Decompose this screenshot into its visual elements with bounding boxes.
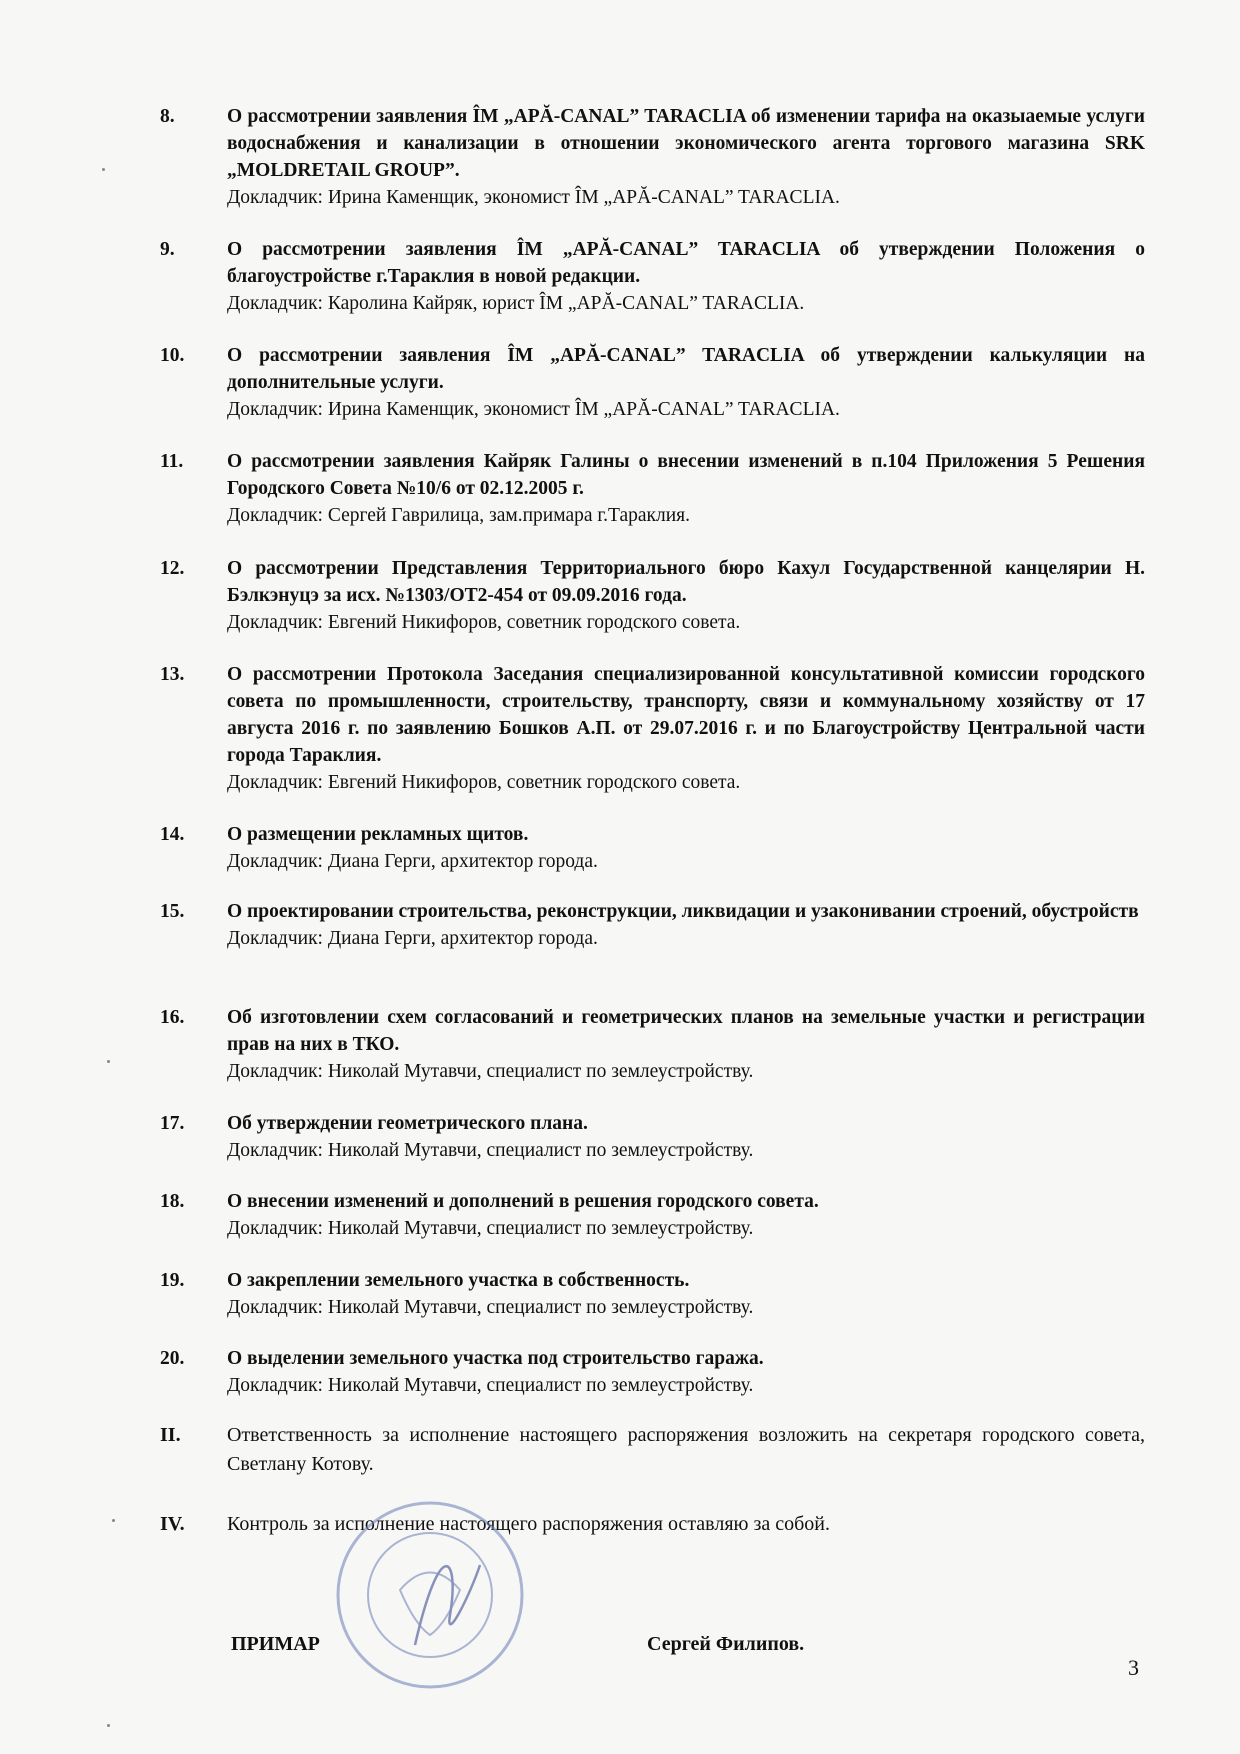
- scan-speck: [112, 1519, 115, 1522]
- section-responsibility: [160, 1421, 1145, 1479]
- page-number: 3: [1128, 1655, 1139, 1680]
- item-number: 15.: [160, 901, 185, 922]
- item-number: 12.: [160, 558, 185, 579]
- item-number: 20.: [160, 1348, 185, 1369]
- official-stamp-icon: [330, 1495, 530, 1695]
- item-reporter: Докладчик: Сергей Гаврилица, зам.примара г.Тараклия.: [227, 505, 691, 526]
- item-reporter: Докладчик: Николай Мутавчи, специалист по землеустройству.: [227, 1140, 754, 1161]
- agenda-item: [160, 103, 1145, 211]
- item-number: 16.: [160, 1007, 185, 1028]
- item-title: О рассмотрении заявления ÎM „APĂ-CANAL” TARACLIA об утверждении Положения о благоустройстве г.Тараклия в новой редакции.: [227, 239, 1145, 287]
- item-reporter: Докладчик: Ирина Каменщик, экономист ÎM „APĂ-CANAL” TARACLIA.: [227, 399, 840, 420]
- agenda-item: [160, 1345, 1145, 1399]
- item-number: 10.: [160, 345, 185, 366]
- item-number: 19.: [160, 1270, 185, 1291]
- item-title: Об изготовлении схем согласований и геометрических планов на земельные участки и регистрации прав на них в ТКО.: [227, 1007, 1145, 1055]
- item-title: О рассмотрении заявления Кайряк Галины о внесении изменений в п.104 Приложения 5 Решения Городского Совета №10/6 от 02.12.2005 г.: [227, 451, 1145, 499]
- item-title: О рассмотрении заявления ÎM „APĂ-CANAL” TARACLIA об изменении тарифа на оказыаемые услуги водоснабжения и канализации в отношении экономического агента торгового магазина SRK „MOLDRETAIL GROUP”.: [227, 106, 1145, 181]
- signature-name: Сергей Филипов.: [647, 1633, 805, 1655]
- item-number: 13.: [160, 664, 185, 685]
- item-number: 14.: [160, 824, 185, 845]
- agenda-item: [160, 661, 1145, 796]
- item-title: О проектировании строительства, реконструкции, ликвидации и узаконивании строений, обустройств: [227, 901, 1139, 922]
- section-text: Контроль за исполнение настоящего распоряжения оставляю за собой.: [227, 1513, 831, 1535]
- item-reporter: Докладчик: Николай Мутавчи, специалист по землеустройству.: [227, 1218, 754, 1239]
- item-number: 11.: [160, 451, 184, 472]
- item-reporter: Докладчик: Диана Герги, архитектор города.: [227, 928, 598, 949]
- item-reporter: Докладчик: Николай Мутавчи, специалист по землеустройству.: [227, 1061, 754, 1082]
- section-number: IV.: [160, 1513, 185, 1535]
- item-title: О внесении изменений и дополнений в решения городского совета.: [227, 1191, 819, 1212]
- section-number: II.: [160, 1424, 181, 1446]
- item-reporter: Докладчик: Евгений Никифоров, советник городского совета.: [227, 612, 741, 633]
- agenda-item: [160, 236, 1145, 317]
- item-title: О рассмотрении Протокола Заседания специализированной консультативной комиссии городского совета по промышленности, строительству, транспорту, связи и коммунальному хозяйству от 17 августа 2016 г. по заявлению Бошков А.П. от 29.07.2016 г. и по Благоустройству Центральной части города Тараклия.: [227, 664, 1145, 766]
- item-number: 17.: [160, 1113, 185, 1134]
- section-text: Ответственность за исполнение настоящего распоряжения возложить на секретаря городского совета, Светлану Котову.: [227, 1424, 1145, 1475]
- scan-speck: [107, 1724, 110, 1727]
- item-title: О размещении рекламных щитов.: [227, 824, 529, 845]
- agenda-item: [160, 1188, 1145, 1242]
- item-number: 8.: [160, 106, 175, 127]
- agenda-item: [160, 821, 1145, 875]
- agenda-item: [160, 448, 1145, 529]
- agenda-item: [160, 555, 1145, 636]
- item-reporter: Докладчик: Каролина Кайряк, юрист ÎM „APĂ-CANAL” TARACLIA.: [227, 293, 805, 314]
- item-title: О рассмотрении заявления ÎM „APĂ-CANAL” TARACLIA об утверждении калькуляции на дополнительные услуги.: [227, 345, 1145, 393]
- agenda-item: [160, 898, 1145, 952]
- scan-speck: [107, 1060, 110, 1063]
- item-reporter: Докладчик: Диана Герги, архитектор города.: [227, 851, 598, 872]
- section-control: [160, 1510, 1145, 1539]
- item-title: О выделении земельного участка под строительство гаража.: [227, 1348, 764, 1369]
- agenda-item: [160, 1110, 1145, 1164]
- item-title: Об утверждении геометрического плана.: [227, 1113, 588, 1134]
- agenda-item: [160, 1267, 1145, 1321]
- item-title: О закреплении земельного участка в собственность.: [227, 1270, 690, 1291]
- scan-speck: [102, 168, 105, 171]
- item-reporter: Докладчик: Николай Мутавчи, специалист по землеустройству.: [227, 1375, 754, 1396]
- item-number: 18.: [160, 1191, 185, 1212]
- signature-role: ПРИМАР: [231, 1633, 320, 1655]
- item-number: 9.: [160, 239, 175, 260]
- item-reporter: Докладчик: Ирина Каменщик, экономист ÎM „APĂ-CANAL” TARACLIA.: [227, 187, 840, 208]
- item-reporter: Докладчик: Николай Мутавчи, специалист по землеустройству.: [227, 1297, 754, 1318]
- agenda-item: [160, 342, 1145, 423]
- item-title: О рассмотрении Представления Территориального бюро Кахул Государственной канцелярии Н. Бэлкэнуцэ за исх. №1303/OT2-454 от 09.09.2016 года.: [227, 558, 1145, 606]
- agenda-item: [160, 1004, 1145, 1085]
- item-reporter: Докладчик: Евгений Никифоров, советник городского совета.: [227, 772, 741, 793]
